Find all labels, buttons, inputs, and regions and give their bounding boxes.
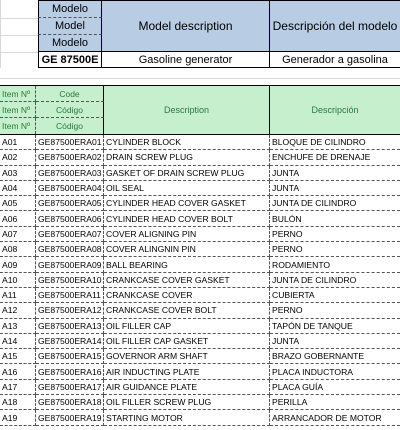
description-es-cell: JUNTA [270,181,400,196]
description-es-cell: PERNO [270,242,400,257]
description-cell: OIL FILLER CAP [104,319,270,334]
code-header-3: Código [36,118,104,134]
description-es-cell: ARRANCADOR DE MOTOR [270,410,400,425]
item-cell: A12 [0,303,36,318]
description-header: Description [104,86,270,134]
modelo-label: Modelo [38,0,102,18]
code-cell: GE87500ERA17 [36,380,104,395]
description-cell: AIR GUIDANCE PLATE [104,380,270,395]
code-cell: GE87500ERA13 [36,319,104,334]
item-cell: A01 [0,135,36,150]
code-cell: GE87500ERA01 [36,135,104,150]
item-cell: A08 [0,242,36,257]
model-description-value: Gasoline generator [102,52,270,68]
description-es-cell: JUNTA [270,166,400,181]
model-label: Model [38,18,102,35]
code-header-2: Código [36,102,104,118]
description-cell: STARTING MOTOR [104,410,270,425]
model-description-es-header: Descripción del modelo [270,0,400,52]
description-cell: CYLINDER HEAD COVER BOLT [104,212,270,227]
model-description-es-value: Generador a gasolina [270,52,400,68]
item-cell: A19 [0,410,36,425]
description-es-cell: RODAMIENTO [270,257,400,272]
code-cell: GE87500ERA19 [36,410,104,425]
description-es-cell: JUNTA DE CILINDRO [270,273,400,288]
description-es-cell: PERNO [270,227,400,242]
description-es-header: Descripción [270,86,400,134]
item-cell: A03 [0,166,36,181]
item-cell: A11 [0,288,36,303]
item-header-3: Item Nº [0,118,36,134]
description-es-cell: CUBIERTA [270,288,400,303]
item-cell: A09 [0,257,36,272]
item-cell: A17 [0,380,36,395]
code-cell: GE87500ERA16 [36,365,104,380]
code-cell: GE87500ERA03 [36,166,104,181]
description-cell: CRANKCASE COVER BOLT [104,303,270,318]
description-es-cell: PLACA GUÍA [270,380,400,395]
code-cell: GE87500ERA05 [36,196,104,211]
code-cell: GE87500ERA18 [36,395,104,410]
code-cell: GE87500ERA08 [36,242,104,257]
gridline [0,78,400,79]
description-cell: COVER ALIGNING PIN [104,227,270,242]
code-cell: GE87500ERA02 [36,150,104,165]
item-cell: A16 [0,365,36,380]
description-cell: CYLINDER HEAD COVER GASKET [104,196,270,211]
description-es-cell: JUNTA [270,334,400,349]
item-cell: A02 [0,150,36,165]
description-es-cell: BRAZO GOBERNANTE [270,349,400,364]
code-cell: GE87500ERA14 [36,334,104,349]
description-cell: DRAIN SCREW PLUG [104,150,270,165]
description-cell: GOVERNOR ARM SHAFT [104,349,270,364]
item-cell: A05 [0,196,36,211]
description-cell: CYLINDER BLOCK [104,135,270,150]
item-cell: A15 [0,349,36,364]
item-cell: A06 [0,212,36,227]
description-es-cell: TAPÓN DE TANQUE [270,319,400,334]
code-cell: GE87500ERA07 [36,227,104,242]
code-cell: GE87500ERA15 [36,349,104,364]
description-cell: COVER ALINGNIN PIN [104,242,270,257]
item-header-1: Item Nº [0,86,36,102]
item-cell: A14 [0,334,36,349]
description-es-cell: BULÓN [270,212,400,227]
code-cell: GE87500ERA06 [36,212,104,227]
description-es-cell: PERILLA [270,395,400,410]
description-es-cell: BLOQUE DE CILINDRO [270,135,400,150]
item-cell: A10 [0,273,36,288]
description-cell: OIL FILLER CAP GASKET [104,334,270,349]
item-header-2: Item Nº [0,102,36,118]
modelo-label-2: Modelo [38,35,102,52]
description-cell: BALL BEARING [104,257,270,272]
model-description-header: Model description [102,0,270,52]
item-cell: A13 [0,319,36,334]
description-es-cell: JUNTA DE CILINDRO [270,196,400,211]
description-cell: CRANKCASE COVER GASKET [104,273,270,288]
description-cell: OIL SEAL [104,181,270,196]
gridline [0,35,38,36]
code-cell: GE87500ERA10 [36,273,104,288]
code-cell: GE87500ERA11 [36,288,104,303]
code-cell: GE87500ERA04 [36,181,104,196]
code-cell: GE87500ERA12 [36,303,104,318]
model-code: GE 87500E [38,52,102,68]
item-cell: A04 [0,181,36,196]
code-header-1: Code [36,86,104,102]
gridline [0,0,1,68]
item-cell: A07 [0,227,36,242]
gridline [0,52,38,53]
description-es-cell: PERNO [270,303,400,318]
description-cell: GASKET OF DRAIN SCREW PLUG [104,166,270,181]
description-cell: OIL FILLER SCREW PLUG [104,395,270,410]
gridline [0,18,38,19]
description-es-cell: PLACA INDUCTORA [270,365,400,380]
code-cell: GE87500ERA09 [36,257,104,272]
item-cell: A18 [0,395,36,410]
description-cell: CRANKCASE COVER [104,288,270,303]
description-cell: AIR INDUCTING PLATE [104,365,270,380]
description-es-cell: ENCHUFE DE DRENAJE [270,150,400,165]
